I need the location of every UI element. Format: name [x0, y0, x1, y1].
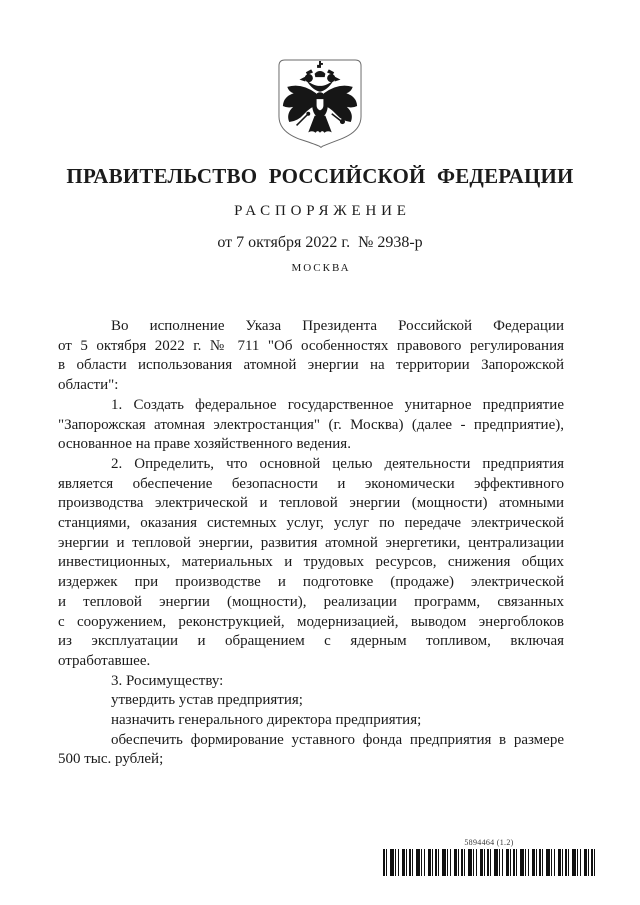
- body-line: 500 тыс. рублей;: [58, 751, 164, 768]
- body-line: 2. Определить, что основной целью деятельности предприятия: [111, 455, 564, 472]
- body-line: от 5 октября 2022 г. № 711 "Об особенностях правового регулирования: [58, 337, 564, 354]
- body-line: в области использования атомной энергии на территории Запорожской: [58, 357, 564, 374]
- document-body: [58, 317, 564, 770]
- document-type-title: РАСПОРЯЖЕНИЕ: [234, 203, 411, 219]
- body-line: является обеспечение безопасности и экономически эффективного: [58, 475, 564, 492]
- paragraph: [58, 317, 564, 396]
- body-line: назначить генерального директора предприятия;: [111, 712, 422, 729]
- barcode-block: [383, 838, 595, 876]
- body-line: издержек при производстве и подготовке (продаже) электрической: [58, 574, 564, 591]
- paragraph: [58, 672, 564, 692]
- document-city: МОСКВА: [291, 262, 351, 274]
- body-line: 1. Создать федеральное государственное унитарное предприятие: [111, 396, 564, 413]
- body-line: производства электрической и тепловой энергии (мощности) атомными: [58, 495, 564, 512]
- body-line: станциями, оказания системных услуг, услуг по передаче электрической: [58, 515, 564, 532]
- body-line: с сооружением, реконструкцией, модернизацией, выводом энергоблоков: [58, 613, 564, 630]
- body-line: инвестиционных, материальных и трудовых ресурсов, снижения общих: [58, 554, 564, 571]
- paragraph: [58, 731, 564, 770]
- body-line: "Запорожская атомная электростанция" (г. Москва) (далее - предприятие),: [58, 416, 564, 433]
- body-line: энергии и тепловой энергии, развития атомной энергетики, централизации: [58, 534, 564, 551]
- barcode-image: [383, 849, 595, 876]
- body-line: из эксплуатации и обращением с ядерным топливом, включая: [58, 633, 564, 650]
- body-line: обеспечить формирование уставного фонда предприятия в размере: [111, 731, 564, 748]
- body-line: области":: [58, 377, 119, 394]
- barcode-label: 5894464 (1.2): [464, 838, 514, 847]
- body-line: Во исполнение Указа Президента Российской Федерации: [111, 318, 564, 334]
- paragraph: [58, 396, 564, 455]
- paragraph: [58, 711, 564, 731]
- body-line: утвердить устав предприятия;: [111, 692, 303, 709]
- body-line: 3. Росимуществу:: [111, 672, 224, 689]
- body-line: и тепловой энергии (мощности), реализации программ, связанных: [58, 593, 564, 610]
- organization-title: ПРАВИТЕЛЬСТВО РОССИЙСКОЙ ФЕДЕРАЦИИ: [66, 164, 574, 188]
- russia-coat-of-arms-icon: [278, 59, 362, 148]
- paragraph: [58, 691, 564, 711]
- body-line: основанное на праве хозяйственного ведения.: [58, 436, 351, 453]
- body-line: отработавшее.: [58, 652, 151, 669]
- paragraph: [58, 455, 564, 672]
- document-date-number: от 7 октября 2022 г. № 2938-р: [217, 234, 423, 251]
